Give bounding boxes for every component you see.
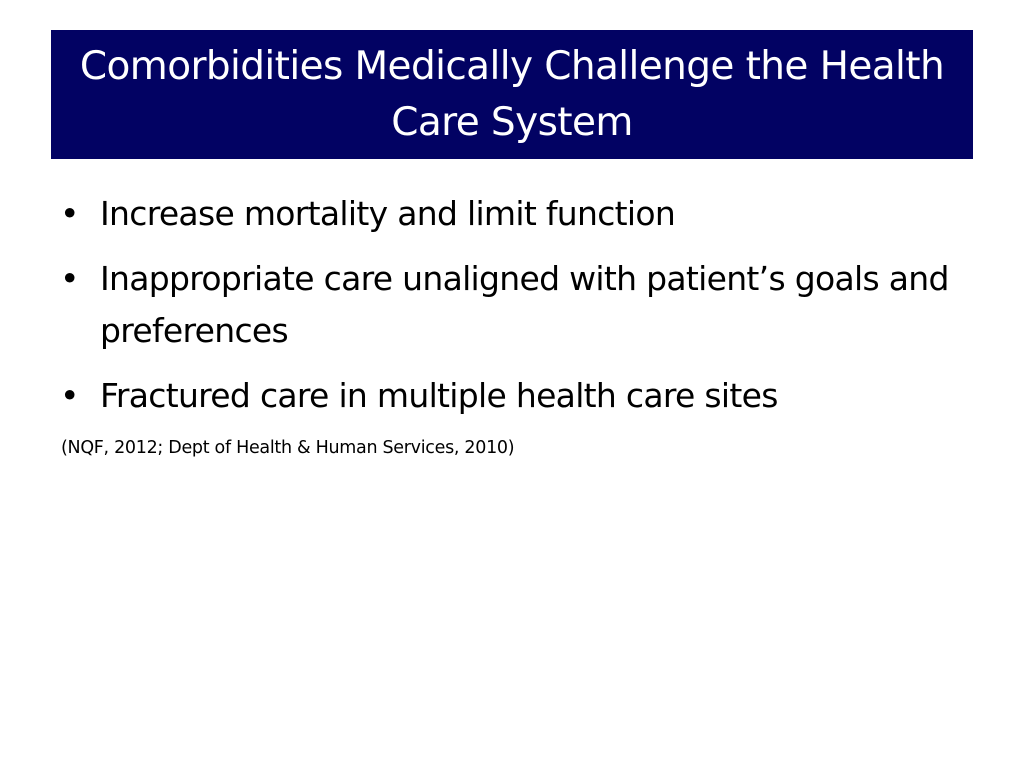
bullet-icon: • [60,194,79,233]
citation: (NQF, 2012; Dept of Health & Human Services, 2010) [61,438,515,458]
bullet-list [60,188,960,435]
bullet-item [60,370,960,422]
slide-title: Comorbidities Medically Challenge the Health Care System [79,43,945,145]
bullet-icon: • [60,376,79,415]
bullet-text: Inappropriate care unaligned with patient’s goals and preferences [100,259,949,350]
bullet-item [60,253,960,357]
bullet-text: Fractured care in multiple health care sites [100,376,778,415]
bullet-text: Increase mortality and limit function [100,194,676,233]
bullet-item [60,188,960,240]
bullet-icon: • [60,259,79,298]
title-bar [51,30,973,159]
